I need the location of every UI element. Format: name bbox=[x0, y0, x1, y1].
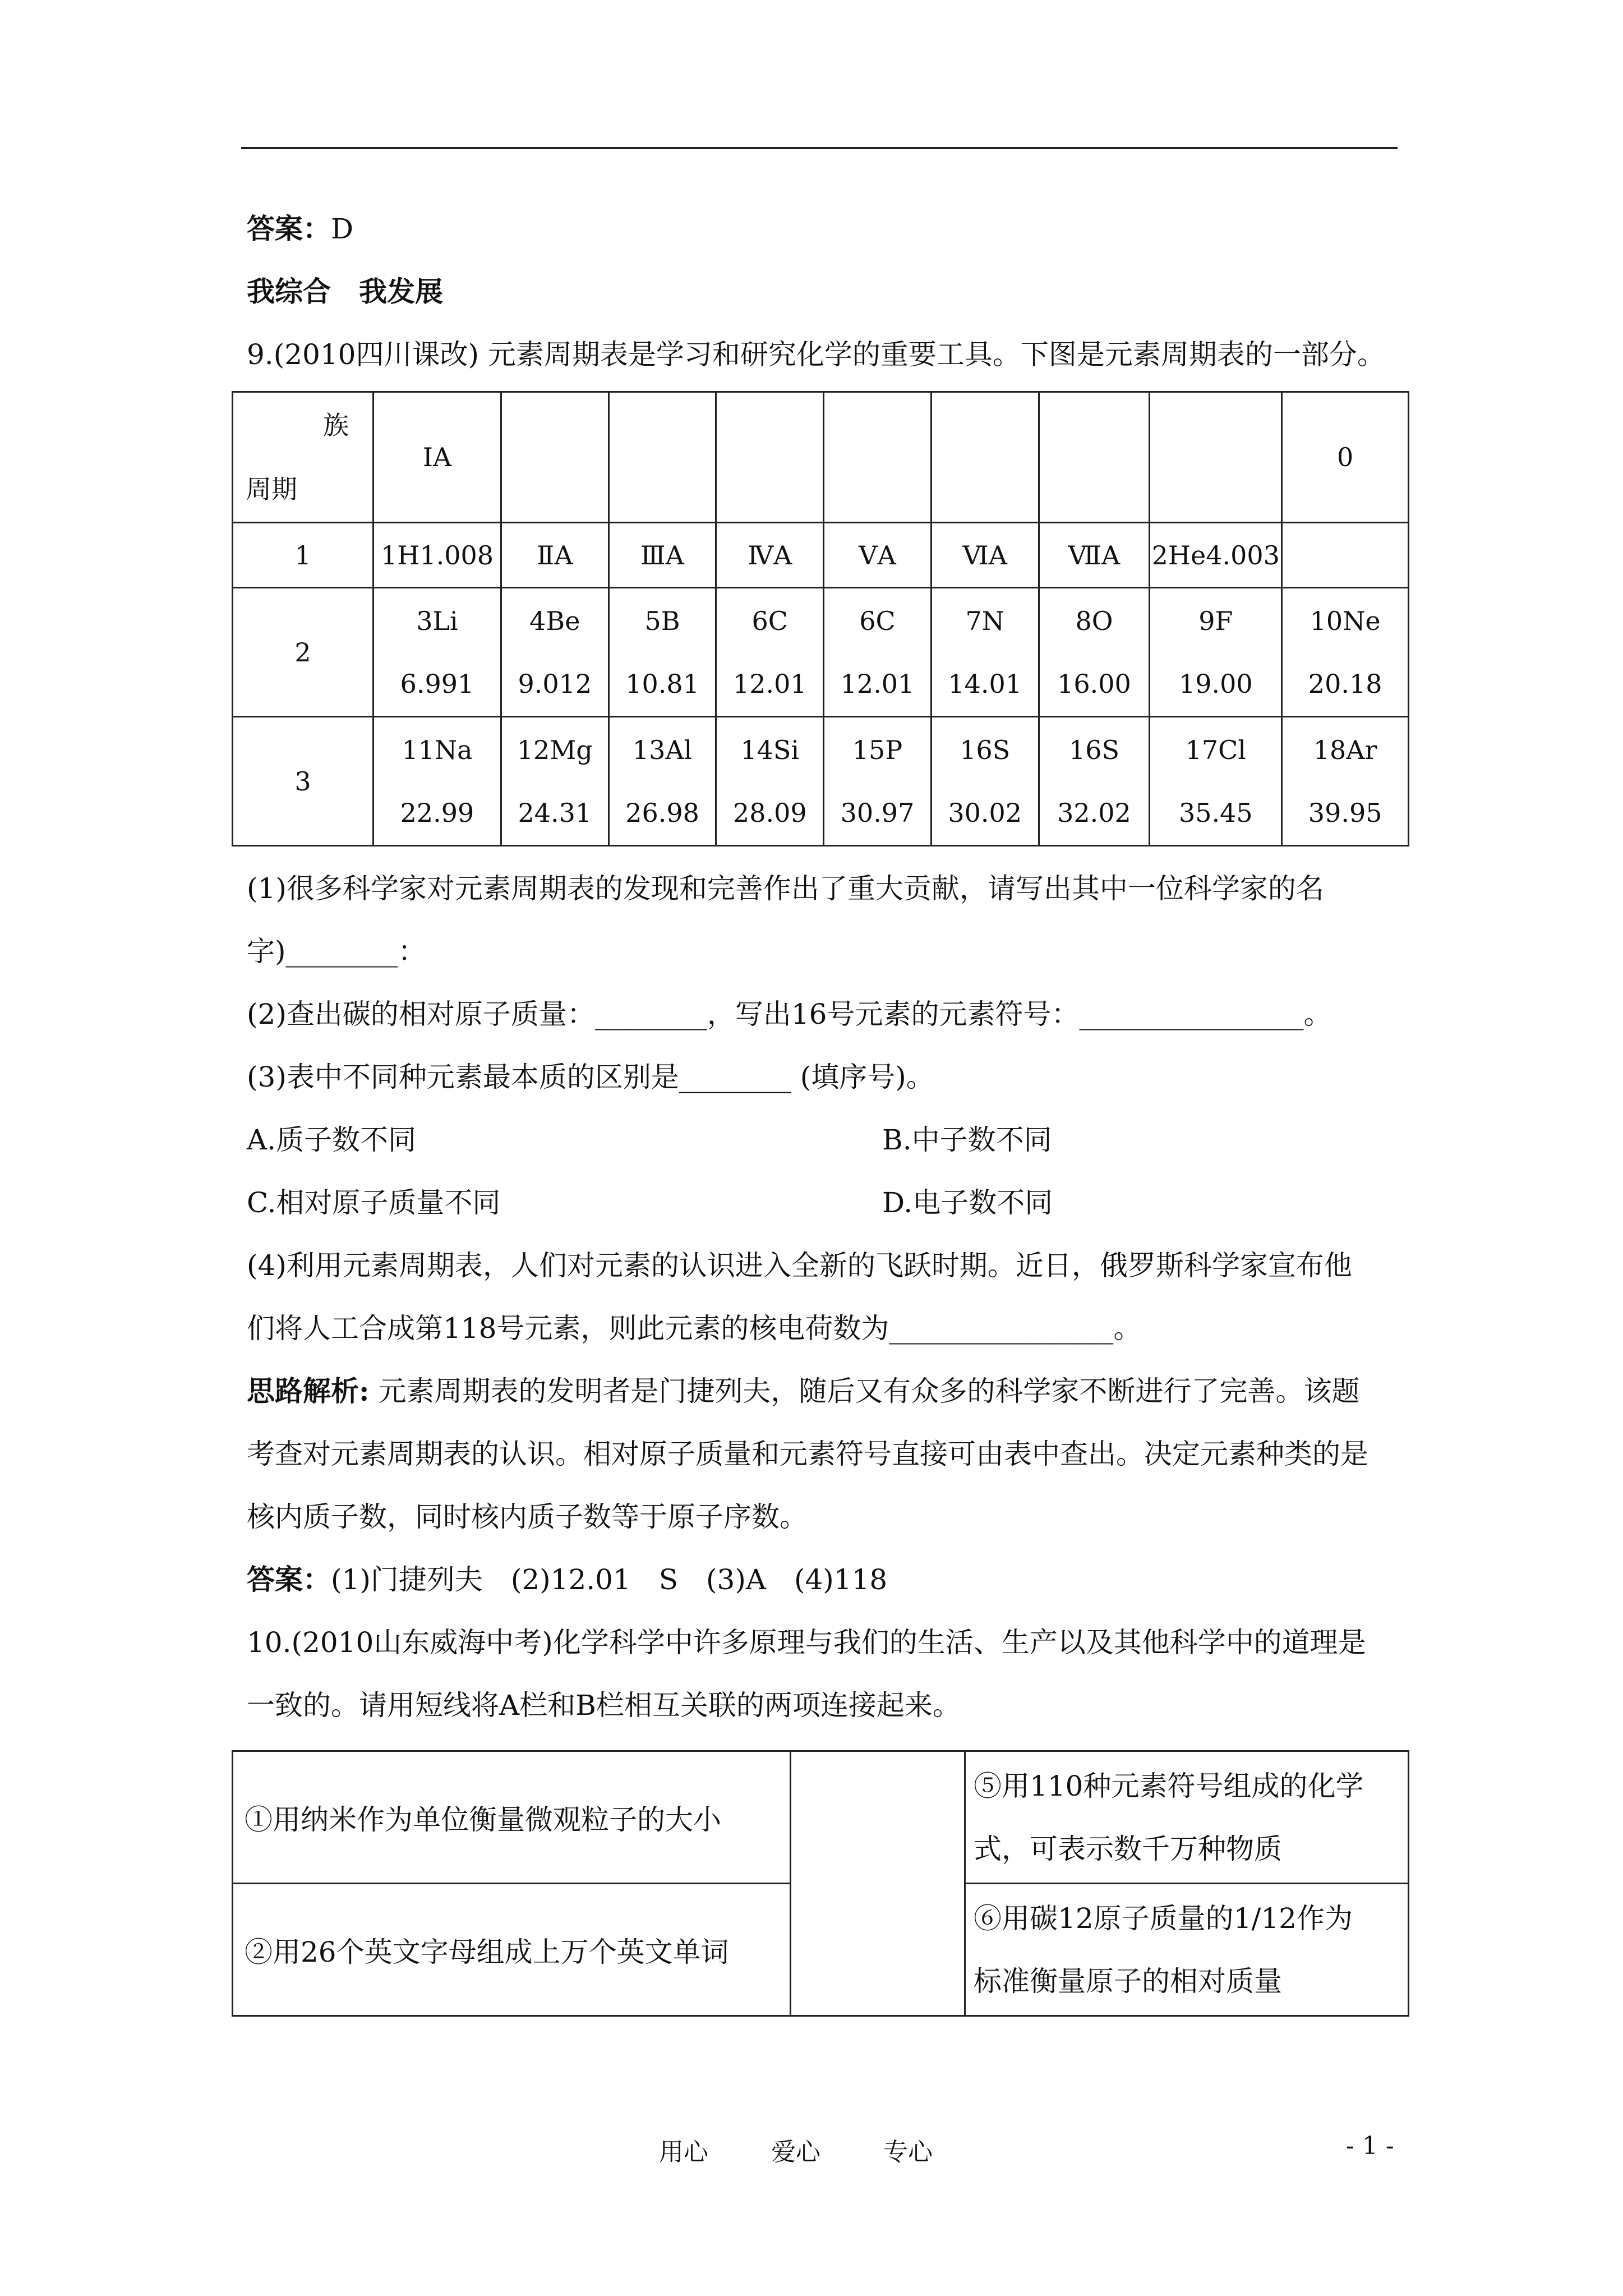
group-cell: ⅡA bbox=[501, 523, 608, 588]
header-cell bbox=[608, 392, 716, 523]
footer-motto-3: 专心 bbox=[883, 2138, 933, 2166]
element-cell bbox=[1150, 588, 1282, 717]
element-mass: 30.97 bbox=[840, 797, 915, 828]
header-cell bbox=[501, 392, 608, 523]
table-row-period-2 bbox=[233, 588, 1409, 717]
header-cell: ⅠA bbox=[374, 392, 501, 523]
table-header-row bbox=[233, 392, 1409, 523]
header-cell bbox=[716, 392, 824, 523]
element-mass: 6.991 bbox=[400, 668, 474, 699]
q10-stem-line2: 一致的。请用短线将A栏和B栏相互关联的两项连接起来。 bbox=[247, 1689, 961, 1722]
column-b-item-5-line1: ⑤用110种元素符号组成的化学 bbox=[974, 1769, 1364, 1802]
q9-part4-line2: 们将人工合成第118号元素，则此元素的核电荷数为________________。 bbox=[247, 1312, 1142, 1345]
header-cell bbox=[931, 392, 1039, 523]
option-a: A.质子数不同 bbox=[247, 1124, 417, 1156]
q9-part1-line1: (1)很多科学家对元素周期表的发现和完善作出了重大贡献，请写出其中一位科学家的名 bbox=[247, 872, 1324, 905]
element-mass: 39.95 bbox=[1308, 797, 1382, 828]
element-cell bbox=[501, 717, 608, 846]
element-cell: 2He4.003 bbox=[1150, 523, 1282, 588]
element-symbol: 3Li bbox=[416, 605, 458, 636]
element-cell bbox=[1282, 523, 1409, 588]
element-mass: 28.09 bbox=[732, 797, 807, 828]
element-symbol: 7N bbox=[965, 605, 1004, 636]
element-symbol: 10Ne bbox=[1310, 605, 1381, 636]
element-cell bbox=[1282, 588, 1409, 717]
q9-part4-line1: (4)利用元素周期表，人们对元素的认识进入全新的飞跃时期。近日，俄罗斯科学家宣布他 bbox=[247, 1249, 1352, 1282]
option-d: D.电子数不同 bbox=[882, 1186, 1053, 1219]
element-cell bbox=[931, 588, 1039, 717]
column-b-item-6-line1: ⑥用碳12原子质量的1/12作为 bbox=[974, 1902, 1353, 1935]
element-symbol: 14Si bbox=[740, 734, 800, 765]
column-a-item-1: ①用纳米作为单位衡量微观粒子的大小 bbox=[233, 1751, 791, 1884]
table-row-period-1 bbox=[233, 523, 1409, 588]
q9-answer bbox=[247, 1548, 1402, 1611]
group-cell: ⅦA bbox=[1039, 523, 1150, 588]
q9-part2: (2)查出碳的相对原子质量：________，写出16号元素的元素符号：________________。 bbox=[247, 998, 1332, 1030]
element-symbol: 8O bbox=[1075, 605, 1113, 636]
element-cell: 1H1.008 bbox=[374, 523, 501, 588]
group-cell: ⅣA bbox=[716, 523, 824, 588]
element-cell bbox=[931, 717, 1039, 846]
element-mass: 19.00 bbox=[1178, 668, 1253, 699]
section-title: 我综合 我发展 bbox=[247, 275, 443, 308]
group-cell: ⅢA bbox=[608, 523, 716, 588]
element-mass: 32.02 bbox=[1057, 797, 1131, 828]
element-mass: 12.01 bbox=[732, 668, 807, 699]
analysis-text: 元素周期表的发明者是门捷列夫，随后又有众多的科学家不断进行了完善。该题 bbox=[369, 1375, 1360, 1407]
element-mass: 10.81 bbox=[625, 668, 699, 699]
matching-table bbox=[232, 1750, 1409, 2017]
element-symbol: 6C bbox=[751, 605, 788, 636]
option-c: C.相对原子质量不同 bbox=[247, 1186, 501, 1219]
periodic-table bbox=[232, 391, 1409, 846]
element-symbol: 13Al bbox=[632, 734, 693, 765]
element-mass: 35.45 bbox=[1178, 797, 1253, 828]
element-mass: 9.012 bbox=[518, 668, 592, 699]
header-cell: 0 bbox=[1282, 392, 1409, 523]
element-mass: 30.02 bbox=[948, 797, 1022, 828]
answer-label: 答案： bbox=[247, 212, 331, 245]
element-mass: 14.01 bbox=[948, 668, 1022, 699]
column-a-item-2: ②用26个英文字母组成上万个英文单词 bbox=[233, 1884, 791, 2016]
page-number: - 1 - bbox=[1346, 2132, 1394, 2160]
element-symbol: 4Be bbox=[529, 605, 580, 636]
element-cell bbox=[374, 588, 501, 717]
column-b-item-6-line2: 标准衡量原子的相对质量 bbox=[974, 1964, 1283, 1998]
column-b-item-5-line2: 式，可表示数千万种物质 bbox=[974, 1832, 1283, 1865]
element-mass: 26.98 bbox=[625, 797, 699, 828]
element-mass: 12.01 bbox=[840, 668, 915, 699]
element-symbol: 16S bbox=[1068, 734, 1119, 765]
matching-row bbox=[233, 1751, 1409, 1884]
element-symbol: 12Mg bbox=[517, 734, 593, 765]
column-b-item-5 bbox=[965, 1751, 1409, 1884]
element-symbol: 18Ar bbox=[1313, 734, 1377, 765]
q9-part3: (3)表中不同种元素最本质的区别是________ (填序号)。 bbox=[247, 1061, 934, 1093]
element-cell bbox=[501, 588, 608, 717]
analysis-label: 思路解析: bbox=[247, 1374, 370, 1407]
element-cell bbox=[1150, 717, 1282, 846]
element-symbol: 9F bbox=[1198, 605, 1233, 636]
header-cell bbox=[1039, 392, 1150, 523]
period-cell: 3 bbox=[233, 717, 374, 846]
element-mass: 22.99 bbox=[400, 797, 474, 828]
element-cell bbox=[1282, 717, 1409, 846]
element-cell bbox=[716, 717, 824, 846]
group-cell: ⅤA bbox=[824, 523, 932, 588]
header-rule bbox=[241, 147, 1398, 149]
analysis-line2: 考查对元素周期表的认识。相对原子质量和元素符号直接可由表中查出。决定元素种类的是 bbox=[247, 1438, 1368, 1470]
q9-part1-line2: 字)________： bbox=[247, 935, 426, 968]
answer-value: (1)门捷列夫 (2)12.01 S (3)A (4)118 bbox=[331, 1563, 888, 1596]
element-cell bbox=[1039, 717, 1150, 846]
element-cell bbox=[1039, 588, 1150, 717]
element-symbol: 16S bbox=[960, 734, 1011, 765]
element-cell bbox=[824, 717, 932, 846]
element-cell bbox=[608, 717, 716, 846]
q9-stem: 9.(2010四川课改) 元素周期表是学习和研究化学的重要工具。下图是元素周期表的一部分。 bbox=[247, 338, 1385, 371]
previous-answer bbox=[247, 197, 1402, 260]
footer-motto-2: 爱心 bbox=[771, 2138, 820, 2166]
period-cell: 2 bbox=[233, 588, 374, 717]
answer-label: 答案： bbox=[247, 1563, 331, 1596]
group-label: 族 bbox=[323, 410, 349, 440]
column-b-item-6 bbox=[965, 1884, 1409, 2016]
element-mass: 24.31 bbox=[518, 797, 592, 828]
analysis-line3: 核内质子数，同时核内质子数等于原子序数。 bbox=[247, 1501, 808, 1533]
element-mass: 16.00 bbox=[1057, 668, 1131, 699]
element-symbol: 5B bbox=[644, 605, 680, 636]
period-label: 周期 bbox=[246, 474, 297, 504]
header-cell bbox=[1150, 392, 1282, 523]
table-row-period-3 bbox=[233, 717, 1409, 846]
element-symbol: 17Cl bbox=[1185, 734, 1247, 765]
analysis-line1 bbox=[247, 1360, 1402, 1423]
element-mass: 20.18 bbox=[1308, 668, 1382, 699]
header-cell bbox=[824, 392, 932, 523]
footer-motto-1: 用心 bbox=[659, 2138, 708, 2166]
answer-value: D bbox=[331, 213, 354, 245]
element-cell bbox=[608, 588, 716, 717]
option-b: B.中子数不同 bbox=[882, 1124, 1052, 1156]
group-cell: ⅥA bbox=[931, 523, 1039, 588]
element-cell bbox=[374, 717, 501, 846]
period-cell: 1 bbox=[233, 523, 374, 588]
element-cell bbox=[716, 588, 824, 717]
element-symbol: 6C bbox=[859, 605, 896, 636]
q10-stem-line1: 10.(2010山东威海中考)化学科学中许多原理与我们的生活、生产以及其他科学中的道理是 bbox=[247, 1626, 1366, 1659]
element-cell bbox=[824, 588, 932, 717]
corner-cell bbox=[233, 392, 374, 523]
element-symbol: 11Na bbox=[402, 734, 473, 765]
connection-space bbox=[790, 1751, 965, 2016]
element-symbol: 15P bbox=[852, 734, 903, 765]
